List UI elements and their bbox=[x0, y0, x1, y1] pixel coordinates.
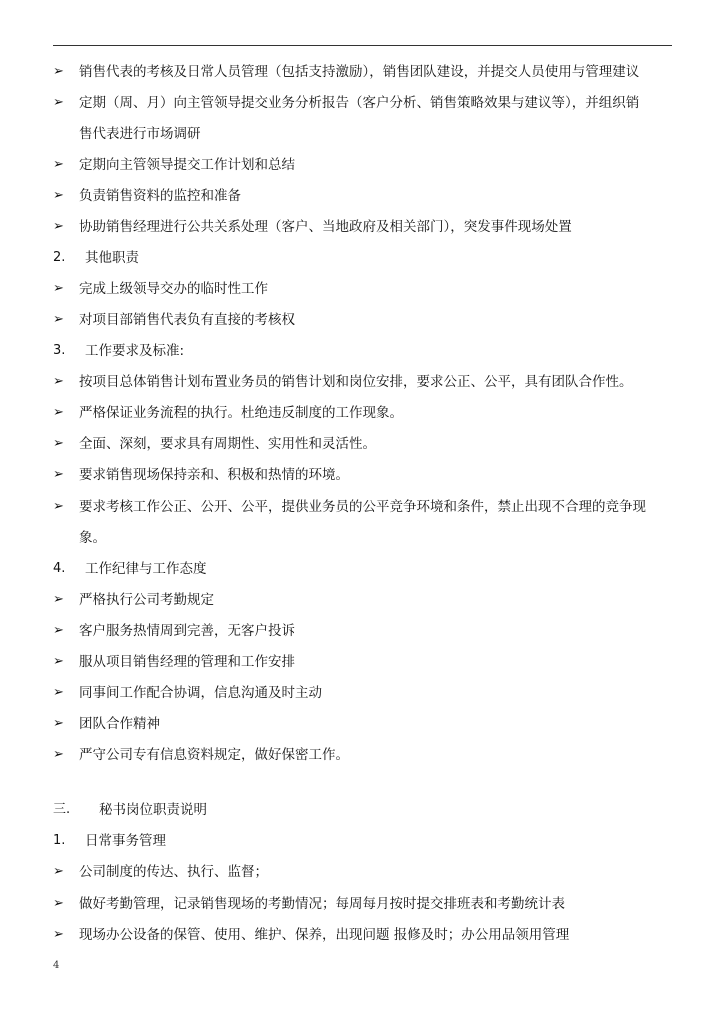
line-text: 其他职责 bbox=[85, 250, 139, 266]
item-number: 4. bbox=[53, 561, 66, 576]
arrow-bullet-icon: ➢ bbox=[53, 467, 64, 482]
arrow-bullet-icon: ➢ bbox=[53, 374, 64, 389]
line-text: 工作要求及标准: bbox=[85, 343, 185, 359]
arrow-bullet-icon: ➢ bbox=[53, 95, 64, 110]
header-rule bbox=[53, 45, 672, 46]
line-text: 定期（周、月）向主管领导提交业务分析报告（客户分析、销售策略效果与建议等），并组织销 bbox=[79, 95, 640, 111]
arrow-bullet-icon: ➢ bbox=[53, 405, 64, 420]
line-text: 工作纪律与工作态度 bbox=[85, 561, 207, 577]
line-text: 全面、深刻，要求具有周期性、实用性和灵活性。 bbox=[79, 436, 376, 452]
item-number: 三. bbox=[53, 802, 71, 817]
item-number: 2. bbox=[53, 250, 66, 265]
arrow-bullet-icon: ➢ bbox=[53, 219, 64, 234]
arrow-bullet-icon: ➢ bbox=[53, 312, 64, 327]
line-text: 同事间工作配合协调，信息沟通及时主动 bbox=[79, 685, 322, 701]
arrow-bullet-icon: ➢ bbox=[53, 927, 64, 942]
line-text: 严守公司专有信息资料规定，做好保密工作。 bbox=[79, 747, 349, 763]
line-text: 客户服务热情周到完善，无客户投诉 bbox=[79, 623, 295, 639]
arrow-bullet-icon: ➢ bbox=[53, 864, 64, 879]
line-text: 按项目总体销售计划布置业务员的销售计划和岗位安排，要求公正、公平，具有团队合作性。 bbox=[79, 374, 633, 390]
arrow-bullet-icon: ➢ bbox=[53, 499, 64, 514]
arrow-bullet-icon: ➢ bbox=[53, 623, 64, 638]
line-text: 严格保证业务流程的执行。杜绝违反制度的工作现象。 bbox=[79, 405, 403, 421]
arrow-bullet-icon: ➢ bbox=[53, 896, 64, 911]
arrow-bullet-icon: ➢ bbox=[53, 592, 64, 607]
arrow-bullet-icon: ➢ bbox=[53, 747, 64, 762]
arrow-bullet-icon: ➢ bbox=[53, 281, 64, 296]
arrow-bullet-icon: ➢ bbox=[53, 654, 64, 669]
line-text: 售代表进行市场调研 bbox=[79, 126, 201, 142]
line-text: 公司制度的传达、执行、监督； bbox=[79, 864, 268, 880]
line-text: 要求考核工作公正、公开、公平，提供业务员的公平竞争环境和条件，禁止出现不合理的竞争现 bbox=[79, 499, 646, 515]
line-text: 团队合作精神 bbox=[79, 716, 160, 732]
line-text: 销售代表的考核及日常人员管理（包括支持激励），销售团队建设，并提交人员使用与管理建议 bbox=[79, 64, 640, 80]
line-text: 秘书岗位职责说明 bbox=[99, 802, 207, 818]
arrow-bullet-icon: ➢ bbox=[53, 157, 64, 172]
item-number: 1. bbox=[53, 833, 66, 848]
line-text: 完成上级领导交办的临时性工作 bbox=[79, 281, 268, 297]
line-text: 日常事务管理 bbox=[85, 833, 166, 849]
line-text: 现场办公设备的保管、使用、维护、保养，出现问题 报修及时；办公用品领用管理 bbox=[79, 927, 570, 943]
line-text: 对项目部销售代表负有直接的考核权 bbox=[79, 312, 295, 328]
line-text: 定期向主管领导提交工作计划和总结 bbox=[79, 157, 295, 173]
line-text: 服从项目销售经理的管理和工作安排 bbox=[79, 654, 295, 670]
line-text: 做好考勤管理，记录销售现场的考勤情况；每周每月按时提交排班表和考勤统计表 bbox=[79, 896, 565, 912]
arrow-bullet-icon: ➢ bbox=[53, 685, 64, 700]
arrow-bullet-icon: ➢ bbox=[53, 436, 64, 451]
line-text: 象。 bbox=[79, 530, 106, 546]
line-text: 负责销售资料的监控和准备 bbox=[79, 188, 241, 204]
line-text: 要求销售现场保持亲和、积极和热情的环境。 bbox=[79, 467, 349, 483]
arrow-bullet-icon: ➢ bbox=[53, 64, 64, 79]
line-text: 严格执行公司考勤规定 bbox=[79, 592, 214, 608]
arrow-bullet-icon: ➢ bbox=[53, 188, 64, 203]
arrow-bullet-icon: ➢ bbox=[53, 716, 64, 731]
page-number: 4 bbox=[53, 960, 60, 971]
line-text: 协助销售经理进行公共关系处理（客户、当地政府及相关部门），突发事件现场处置 bbox=[79, 219, 572, 235]
item-number: 3. bbox=[53, 343, 66, 358]
